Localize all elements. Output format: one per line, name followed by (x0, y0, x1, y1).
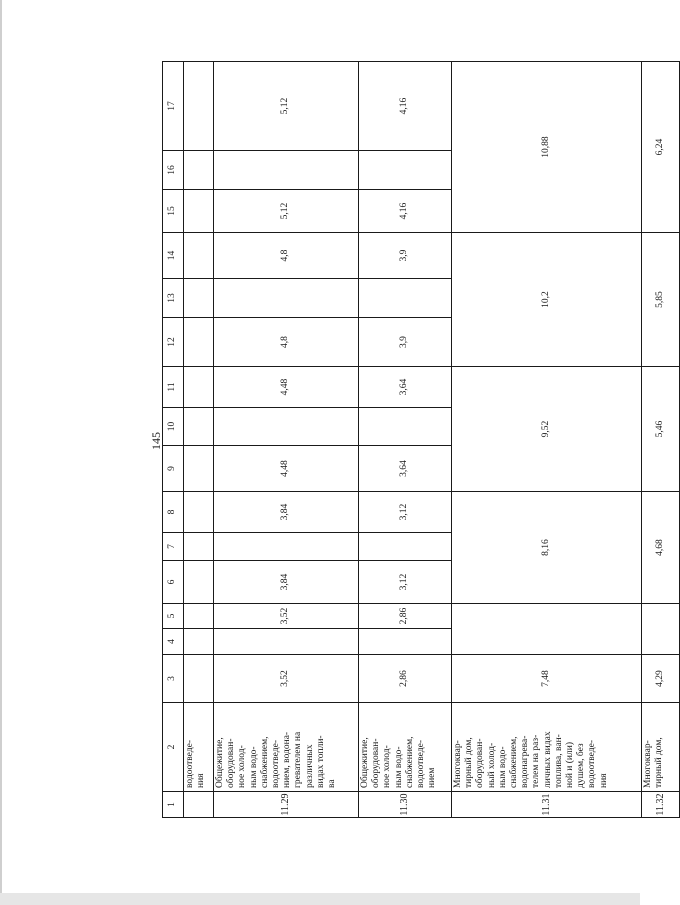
col-header-11: 11 (163, 367, 184, 408)
description-line: ное холод- (382, 745, 393, 788)
cell (184, 492, 214, 533)
cell-col16 (214, 151, 359, 190)
cell-col9-11: 9,52 (452, 367, 642, 492)
description-line: водоотведе- (587, 740, 598, 788)
cell (184, 655, 214, 703)
cell-col10 (359, 408, 452, 446)
cell (184, 446, 214, 492)
cell-col5: 3,52 (214, 604, 359, 629)
description-line: водоотведе- (185, 740, 195, 788)
description-line: водоотведе- (416, 740, 427, 788)
description-line: Многоквар- (643, 740, 653, 788)
cell-col16 (359, 151, 452, 190)
cell-col6-8: 4,68 (642, 492, 680, 604)
cell-col6-8: 8,16 (452, 492, 642, 604)
cell-col15-17: 6,24 (642, 62, 680, 233)
description-line: Общежитие, (215, 737, 225, 788)
cell-description (214, 703, 359, 792)
description-line: оборудован- (371, 738, 382, 788)
cell (184, 233, 214, 279)
description-line: ной и (или) (565, 742, 576, 788)
col-header-10: 10 (163, 408, 184, 446)
description-line: снабжением, (509, 736, 520, 788)
description-line: тирный дом, (464, 737, 475, 788)
cell-col4-5 (642, 604, 680, 655)
description-line: снабжением, (404, 736, 415, 788)
cell (184, 318, 214, 367)
cell-col6: 3,12 (359, 561, 452, 604)
description-line: топлива, ван- (553, 734, 564, 788)
description-line: гревателем на (293, 731, 304, 788)
cell-col5: 2,86 (359, 604, 452, 629)
row-number: 11.29 (214, 792, 359, 818)
cell-col13 (214, 279, 359, 318)
description-line: ным водо- (248, 746, 259, 788)
cell-col7 (359, 533, 452, 561)
cell (184, 151, 214, 190)
description-line: водоотведе- (271, 740, 282, 788)
cell-col11: 3,64 (359, 367, 452, 408)
cell-col6: 3,84 (214, 561, 359, 604)
col-header-1: 1 (163, 792, 184, 818)
cell-col14: 3,9 (359, 233, 452, 279)
description-line: нием, водона- (282, 731, 293, 788)
cell (184, 367, 214, 408)
cell-col12-14: 5,85 (642, 233, 680, 367)
description-line: оборудован- (475, 738, 486, 788)
col-header-8: 8 (163, 492, 184, 533)
description-line: снабжением, (259, 736, 270, 788)
tariff-table (162, 61, 680, 818)
cell-col4 (214, 629, 359, 655)
description-line: телем на раз- (531, 734, 542, 788)
col-header-5: 5 (163, 604, 184, 629)
description-line: ный холод- (486, 742, 497, 788)
cell (184, 561, 214, 604)
column-number-row (163, 62, 184, 818)
page-number: 145 (149, 432, 163, 450)
row-number: 11.32 (642, 792, 680, 818)
col-header-9: 9 (163, 446, 184, 492)
table-row (214, 62, 359, 818)
cell-col12: 3,9 (359, 318, 452, 367)
col-header-15: 15 (163, 190, 184, 233)
description-line: видах топли- (315, 735, 326, 788)
description-line: личных видах (542, 731, 553, 788)
col-header-4: 4 (163, 629, 184, 655)
description-line: различных (304, 744, 315, 788)
cell-col11: 4,48 (214, 367, 359, 408)
cell-col12-14: 10,2 (452, 233, 642, 367)
row-number: 11.30 (359, 792, 452, 818)
table-row-continuation (184, 62, 214, 818)
cell-col12: 4,8 (214, 318, 359, 367)
description-line: ния (196, 773, 207, 788)
cell-description (359, 703, 452, 792)
description-line: Общежитие, (360, 737, 370, 788)
table-row (452, 62, 642, 818)
col-header-6: 6 (163, 561, 184, 604)
col-header-13: 13 (163, 279, 184, 318)
cell-description (642, 703, 680, 792)
cell-col3: 2,86 (359, 655, 452, 703)
cell-col9: 3,64 (359, 446, 452, 492)
col-header-17: 17 (163, 62, 184, 151)
cell-col17: 5,12 (214, 62, 359, 151)
col-header-16: 16 (163, 151, 184, 190)
cell-col4 (359, 629, 452, 655)
description-line: ным водо- (497, 746, 508, 788)
cell (184, 62, 214, 151)
cell-col15: 5,12 (214, 190, 359, 233)
description-line: ния (598, 773, 609, 788)
description-line: тирный дом, (654, 737, 665, 788)
table-row (359, 62, 452, 818)
description-line: душем, без (576, 743, 587, 788)
cell-col3: 7,48 (452, 655, 642, 703)
cell-description (452, 703, 642, 792)
cell (184, 408, 214, 446)
cell (184, 190, 214, 233)
cell-col3: 3,52 (214, 655, 359, 703)
cell (184, 533, 214, 561)
description-line: Многоквар- (453, 740, 463, 788)
description-line: ное холод- (237, 745, 248, 788)
cell-col17: 4,16 (359, 62, 452, 151)
col-header-3: 3 (163, 655, 184, 703)
cell-col7 (214, 533, 359, 561)
cell (184, 279, 214, 318)
cell-col13 (359, 279, 452, 318)
cell-col8: 3,84 (214, 492, 359, 533)
cell-col8: 3,12 (359, 492, 452, 533)
cell-col9: 4,48 (214, 446, 359, 492)
col-header-7: 7 (163, 533, 184, 561)
cell-no (184, 792, 214, 818)
cell (184, 604, 214, 629)
cell-col10 (214, 408, 359, 446)
cell-col15: 4,16 (359, 190, 452, 233)
row-number: 11.31 (452, 792, 642, 818)
cell-description (184, 703, 214, 792)
cell-col3: 4,29 (642, 655, 680, 703)
description-line: ва (327, 779, 338, 788)
description-line: оборудован- (226, 738, 237, 788)
cell-col9-11: 5,46 (642, 367, 680, 492)
cell (184, 629, 214, 655)
description-line: водонагрева- (520, 735, 531, 788)
cell-col15-17: 10,88 (452, 62, 642, 233)
description-line: нием (427, 767, 438, 788)
cell-col4-5 (452, 604, 642, 655)
col-header-14: 14 (163, 233, 184, 279)
col-header-12: 12 (163, 318, 184, 367)
col-header-2: 2 (163, 703, 184, 792)
cell-col14: 4,8 (214, 233, 359, 279)
description-line: ным водо- (393, 746, 404, 788)
table-row (642, 62, 680, 818)
